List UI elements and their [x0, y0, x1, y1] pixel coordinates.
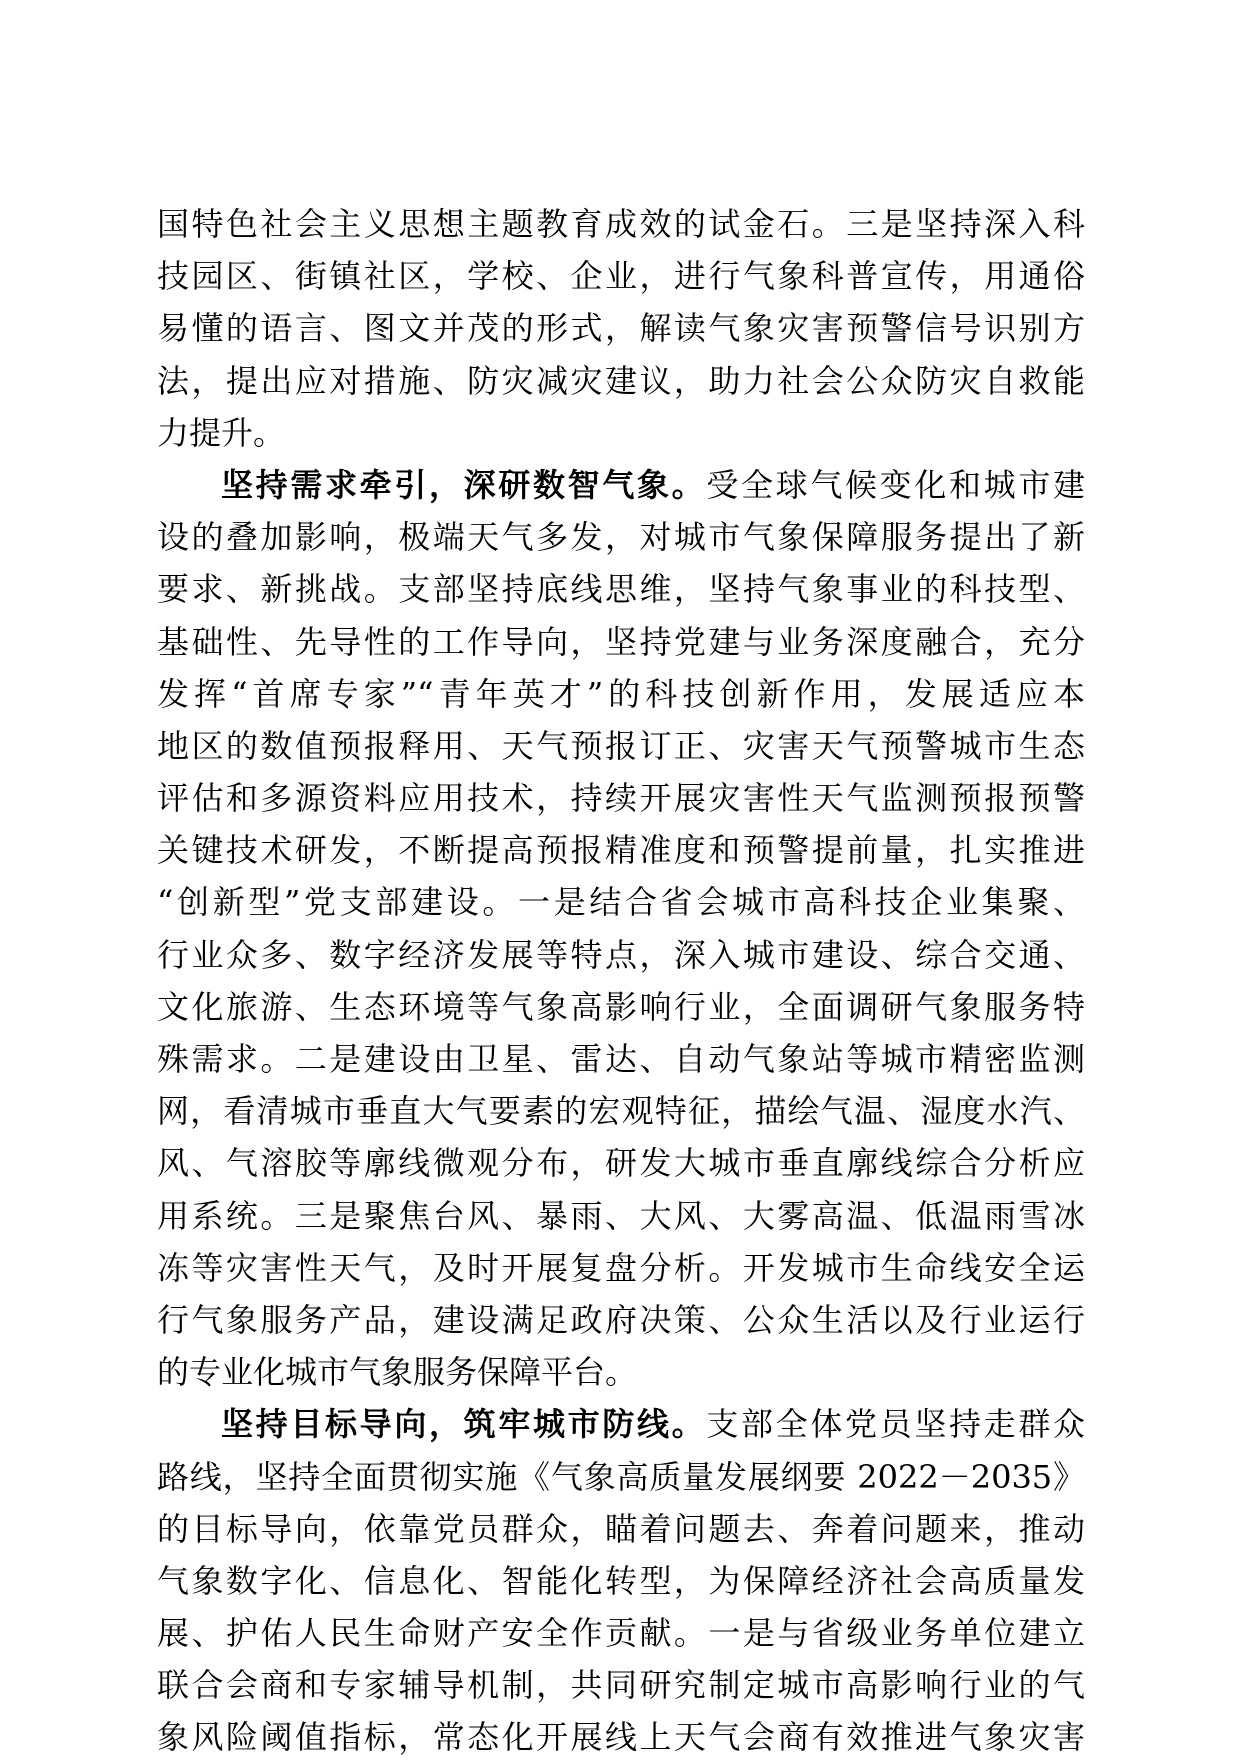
text-line: 设的叠加影响，极端天气多发，对城市气象保障服务提出了新: [157, 518, 1085, 557]
text-line-first: [157, 459, 1085, 511]
text-line: 联合会商和专家辅导机制，共同研究制定城市高影响行业的气: [157, 1666, 1085, 1705]
text-line: “创新型”党支部建设。一是结合省会城市高科技企业集聚、: [157, 883, 1085, 922]
paragraph-1: [157, 198, 1085, 459]
text-line: 技园区、街镇社区，学校、企业，进行气象科普宣传，用通俗: [157, 257, 1085, 296]
text-line: 发挥“首席专家”“青年英才”的科技创新作用，发展适应本: [157, 674, 1085, 713]
text-run: 受全球气候变化和城市建: [706, 465, 1085, 504]
paragraph-2: [157, 459, 1085, 1398]
text-line: 风、气溶胶等廓线微观分布，研发大城市垂直廓线综合分析应: [157, 1144, 1085, 1183]
text-line: 气象数字化、信息化、智能化转型，为保障经济社会高质量发: [157, 1561, 1085, 1600]
text-line: 国特色社会主义思想主题教育成效的试金石。三是坚持深入科: [157, 205, 1085, 243]
text-line: 易懂的语言、图文并茂的形式，解读气象灾害预警信号识别方: [157, 309, 1085, 348]
text-line: 用系统。三是聚焦台风、暴雨、大风、大雾高温、低温雨雪冰: [157, 1196, 1085, 1235]
paragraph-heading: 坚持目标导向，筑牢城市防线。: [221, 1405, 707, 1444]
text-line: 象风险阈值指标，常态化开展线上天气会商有效推进气象灾害: [157, 1718, 1085, 1757]
text-line: 网，看清城市垂直大气要素的宏观特征，描绘气温、湿度水汽、: [157, 1092, 1085, 1131]
text-line-first: [157, 1398, 1085, 1450]
text-line: 要求、新挑战。支部坚持底线思维，坚持气象事业的科技型、: [157, 570, 1085, 609]
text-line: 地区的数值预报释用、天气预报订正、灾害天气预警城市生态: [157, 726, 1085, 765]
text-line: 文化旅游、生态环境等气象高影响行业，全面调研气象服务特: [157, 987, 1085, 1026]
document-body: [157, 198, 1085, 1764]
text-line: 评估和多源资料应用技术，持续开展灾害性天气监测预报预警: [157, 779, 1085, 818]
text-line: 殊需求。二是建设由卫星、雷达、自动气象站等城市精密监测: [157, 1040, 1085, 1078]
text-line: 冻等灾害性天气，及时开展复盘分析。开发城市生命线安全运: [157, 1248, 1085, 1287]
text-line: 路线，坚持全面贯彻实施《气象高质量发展纲要 2022－2035》: [157, 1457, 1085, 1496]
text-line: 基础性、先导性的工作导向，坚持党建与业务深度融合，充分: [157, 622, 1085, 661]
text-line: 力提升。: [157, 413, 286, 452]
paragraph-3: [157, 1398, 1085, 1763]
text-line: 行业众多、数字经济发展等特点，深入城市建设、综合交通、: [157, 935, 1085, 974]
text-line: 行气象服务产品，建设满足政府决策、公众生活以及行业运行: [157, 1300, 1085, 1339]
paragraph-heading: 坚持需求牵引，深研数智气象。: [221, 465, 707, 504]
text-line: 的目标导向，依靠党员群众，瞄着问题去、奔着问题来，推动: [157, 1509, 1085, 1548]
text-line: 展、护佑人民生命财产安全作贡献。一是与省级业务单位建立: [157, 1614, 1085, 1653]
text-line: 法，提出应对措施、防灾减灾建议，助力社会公众防灾自救能: [157, 361, 1085, 400]
text-line: 的专业化城市气象服务保障平台。: [157, 1353, 638, 1392]
text-run: 支部全体党员坚持走群众: [706, 1405, 1085, 1444]
text-line: 关键技术研发，不断提高预报精准度和预警提前量，扎实推进: [157, 831, 1085, 870]
